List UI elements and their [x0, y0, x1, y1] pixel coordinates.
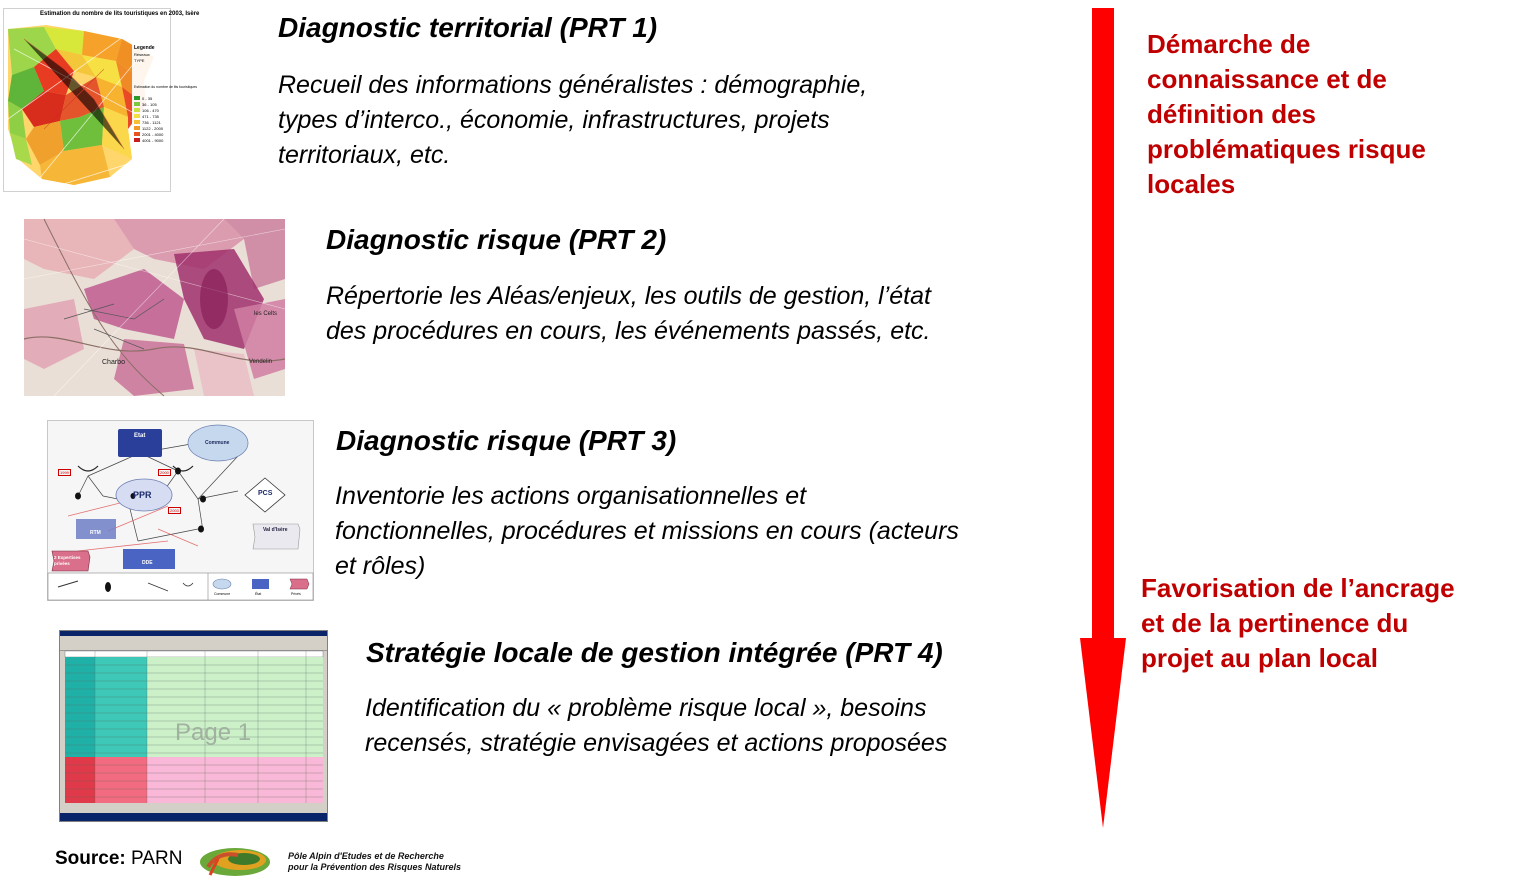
year-label: 2000 [160, 470, 169, 475]
legend-class-label: 36 - 105 [142, 101, 157, 107]
actors-diagram-thumbnail [47, 420, 314, 601]
section-4-desc-line: recensés, stratégie envisagées et actions proposées [365, 729, 948, 757]
legend-swatch [134, 120, 140, 124]
side-note-bottom [1141, 571, 1455, 676]
legend-swatch [134, 126, 140, 130]
spreadsheet-watermark: Page 1 [175, 719, 252, 746]
node-pcs: PCS [258, 490, 273, 497]
section-1-description [278, 68, 867, 173]
node-ppr: PPR [133, 490, 152, 500]
year-label: 2003 [170, 508, 179, 513]
map-legend-line-3: Estimation du nombre de lits touristiques [134, 85, 198, 89]
year-label: 1999 [60, 470, 69, 475]
map-legend-line-2: TYPE [134, 58, 145, 63]
parn-logo-icon [198, 845, 272, 879]
section-3-desc-line: et rôles) [335, 552, 426, 580]
arrow-shaft [1092, 8, 1114, 638]
side-note-bottom-line: et de la pertinence du [1141, 608, 1409, 638]
section-2-desc-line: des procédures en cours, les événements passés, etc. [326, 317, 931, 345]
legend-swatch [134, 114, 140, 118]
map-legend-classes [134, 95, 163, 143]
diagram-legend-commune: Commune [214, 592, 231, 596]
node-rtm: RTM [90, 530, 101, 536]
node-valdisere: Val d'Isère [263, 527, 288, 533]
spreadsheet-thumbnail [59, 630, 328, 822]
progression-arrow [1078, 8, 1128, 830]
map-thumbnail-hazard [24, 219, 285, 396]
section-4-desc-line: Identification du « problème risque local », besoins [365, 694, 927, 722]
section-2-title: Diagnostic risque (PRT 2) [326, 224, 667, 255]
legend-class-label: 1122 - 2000 [142, 125, 164, 131]
side-note-top-line: définition des [1147, 99, 1316, 129]
hazard-map [24, 219, 285, 396]
legend-swatch [134, 102, 140, 106]
section-1-title: Diagnostic territorial (PRT 1) [278, 12, 658, 43]
section-4-description [365, 691, 947, 761]
source-label: Source: [55, 848, 126, 869]
legend-class-label: 2001 - 4000 [142, 131, 164, 137]
hazard-map-label: les Celts [254, 311, 278, 317]
legend-swatch [134, 132, 140, 136]
source-value: PARN [131, 848, 183, 869]
side-note-bottom-line: projet au plan local [1141, 643, 1378, 673]
section-2-desc-line: Répertorie les Aléas/enjeux, les outils de gestion, l’état [326, 282, 931, 310]
hazard-map-label: Vendelin [249, 359, 273, 365]
side-note-bottom-line: Favorisation de l’ancrage [1141, 573, 1455, 603]
section-4-title: Stratégie locale de gestion intégrée (PRT 4) [366, 637, 943, 668]
side-note-top-line: connaissance et de [1147, 64, 1387, 94]
logo-line: Pôle Alpin d'Etudes et de Recherche [288, 851, 444, 861]
map-thumbnail-tourism [3, 8, 200, 192]
legend-class-label: 106 - 470 [142, 107, 159, 113]
legend-swatch [134, 96, 140, 100]
section-3-title: Diagnostic risque (PRT 3) [336, 425, 677, 456]
hazard-map-label: Charbo [102, 359, 125, 366]
map-legend-line-1: Réseaux [134, 52, 150, 57]
legend-class-label: 736 - 1121 [142, 119, 161, 125]
node-commune: Commune [205, 440, 230, 446]
section-1-desc-line: types d’interco., économie, infrastructures, projets [278, 106, 830, 134]
node-dde: DDE [142, 560, 153, 566]
legend-class-label: 4001 - 9000 [142, 137, 164, 143]
section-1-desc-line: Recueil des informations généralistes : démographie, [278, 71, 868, 99]
section-1-desc-line: territoriaux, etc. [278, 141, 451, 169]
diagram-legend-state: État [255, 592, 262, 596]
source-credit [55, 848, 182, 870]
legend-swatch [134, 108, 140, 112]
parn-logo-text [288, 851, 461, 873]
section-2-description [326, 279, 931, 349]
section-3-desc-line: Inventorie les actions organisationnelles et [335, 482, 807, 510]
legend-class-label: 471 - 735 [142, 113, 159, 119]
logo-line: pour la Prévention des Risques Naturels [288, 862, 462, 872]
arrow-head [1080, 638, 1126, 828]
side-note-top [1147, 27, 1426, 202]
map-legend-class [134, 137, 163, 143]
side-note-top-line: Démarche de [1147, 29, 1311, 59]
legend-swatch [134, 138, 140, 142]
side-note-top-line: locales [1147, 169, 1236, 199]
node-expertise: 2 Expertises privées [54, 555, 81, 566]
section-3-desc-line: fonctionnelles, procédures et missions en cours (acteurs [335, 517, 959, 545]
legend-class-label: 0 - 35 [142, 95, 153, 101]
node-state: Etat [134, 433, 146, 439]
map-legend-title: Legende [134, 45, 155, 51]
map-caption: Estimation du nombre de lits touristiques en 2003, Isère [40, 11, 200, 17]
side-note-top-line: problématiques risque [1147, 134, 1426, 164]
section-3-description [335, 479, 959, 584]
diagram-legend-private: Privés [291, 592, 301, 596]
